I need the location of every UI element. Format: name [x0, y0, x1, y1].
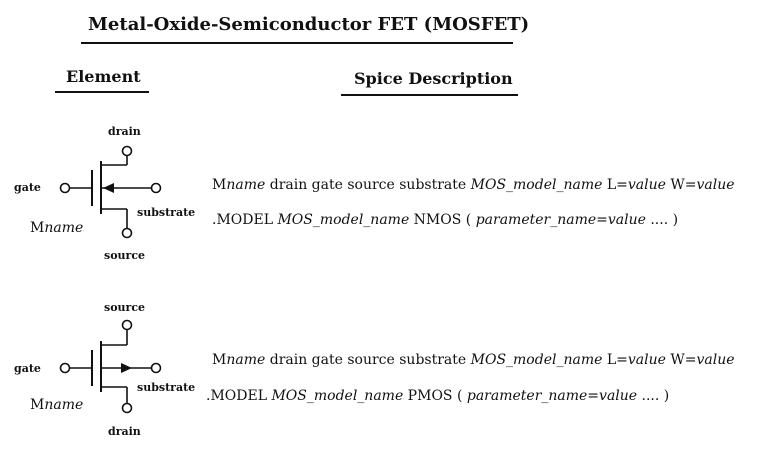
pmos-gate-label: gate: [14, 362, 41, 375]
pmos-model-line: .MODEL MOS_model_name PMOS ( parameter_name=value .... ): [206, 388, 670, 404]
nmos-instance-line: Mname drain gate source substrate MOS_model_name L=value W=value: [212, 177, 735, 193]
pmos-gate-terminal: [61, 364, 70, 373]
page-title: Metal-Oxide-Semiconductor FET (MOSFET): [88, 14, 530, 35]
nmos-gate-label: gate: [14, 181, 41, 194]
pmos-source-label: source: [104, 301, 146, 314]
nmos-drain-label: drain: [108, 125, 141, 138]
nmos-substrate-label: substrate: [137, 206, 196, 219]
pmos-instance-line: Mname drain gate source substrate MOS_model_name L=value W=value: [212, 352, 735, 368]
pmos-substrate-terminal: [152, 364, 161, 373]
pmos-drain-terminal: [123, 404, 132, 413]
pmos-element-name: Mname: [30, 397, 84, 413]
nmos-element-name: Mname: [30, 220, 84, 236]
nmos-source-label: source: [104, 249, 146, 262]
nmos-model-line: .MODEL MOS_model_name NMOS ( parameter_name=value .... ): [212, 212, 679, 228]
pmos-source-terminal: [123, 321, 132, 330]
element-column-header: Element: [66, 67, 141, 86]
pmos-drain-label: drain: [108, 425, 141, 438]
pmos-substrate-label: substrate: [137, 381, 196, 394]
spice-column-header: Spice Description: [354, 69, 513, 88]
pmos-arrow-icon: [121, 363, 132, 373]
